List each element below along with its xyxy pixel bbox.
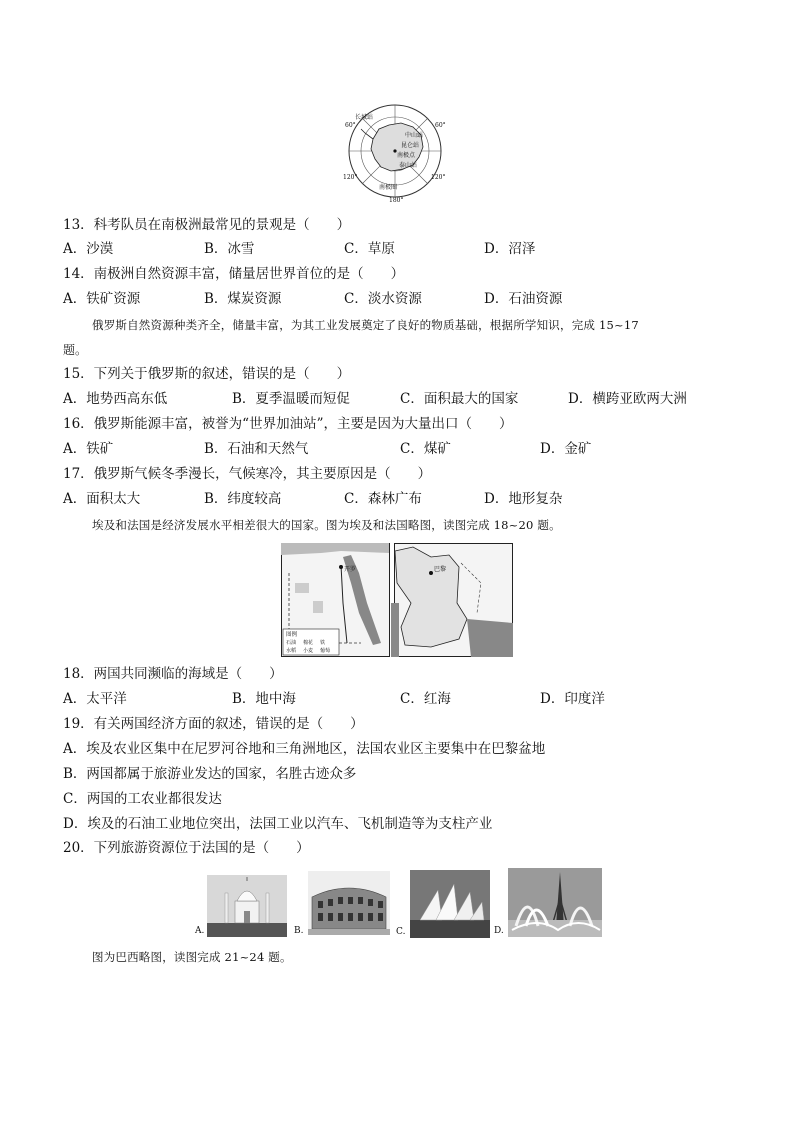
- photo-taj-mahal: [207, 875, 287, 937]
- q14-option-c: C．淡水资源: [344, 291, 422, 307]
- map-label: 南极点: [397, 152, 416, 159]
- legend-item: 石油: [286, 640, 297, 646]
- map-label: 昆仑站: [401, 142, 420, 149]
- q14-option-d: D．石油资源: [484, 291, 563, 307]
- legend-title: 图例: [286, 632, 298, 638]
- q13-option-a: A．沙漠: [63, 241, 114, 257]
- map-label: 巴黎: [434, 566, 447, 573]
- legend-item: 铁: [320, 640, 326, 646]
- q16-option-c: C．煤矿: [400, 441, 451, 457]
- question-19-stem: 19．有关两国经济方面的叙述，错误的是（ ）: [63, 716, 364, 732]
- q13-option-c: C．草原: [344, 241, 395, 257]
- q14-option-a: A．铁矿资源: [63, 291, 141, 307]
- map-label: 南极圈: [379, 184, 398, 191]
- q17-option-a: A．面积太大: [63, 491, 141, 507]
- map-label: 泰山站: [399, 162, 418, 169]
- legend-item: 葡萄: [320, 648, 331, 654]
- legend-item: 水稻: [286, 648, 297, 654]
- q17-option-d: D．地形复杂: [484, 491, 563, 507]
- legend-item: 棉花: [303, 640, 314, 646]
- photo-label-b: B.: [294, 926, 304, 936]
- q19-option-b: B．两国都属于旅游业发达的国家，名胜古迹众多: [63, 766, 357, 782]
- photo-label-d: D.: [494, 926, 504, 936]
- map-label: 长城站: [355, 114, 374, 121]
- russia-intro: 俄罗斯自然资源种类齐全，储量丰富，为其工业发展奠定了良好的物质基础，根据所学知识，完成 15~17: [92, 318, 639, 332]
- question-15-stem: 15．下列关于俄罗斯的叙述，错误的是（ ）: [63, 366, 351, 382]
- q15-option-d: D．横跨亚欧两大洲: [568, 391, 687, 407]
- q16-option-a: A．铁矿: [63, 441, 114, 457]
- photo-sydney-opera-house: [410, 870, 490, 938]
- q16-option-d: D．金矿: [540, 441, 592, 457]
- q14-option-b: B．煤炭资源: [204, 291, 282, 307]
- map-label: 180°: [389, 197, 404, 203]
- photo-eiffel-tower: [508, 868, 602, 937]
- q18-option-d: D．印度洋: [540, 691, 605, 707]
- q18-option-c: C．红海: [400, 691, 451, 707]
- map-label: 开罗: [344, 566, 357, 573]
- q18-option-b: B．地中海: [232, 691, 296, 707]
- question-16-stem: 16．俄罗斯能源丰富，被誉为“世界加油站”，主要是因为大量出口（ ）: [63, 416, 513, 432]
- q17-option-b: B．纬度较高: [204, 491, 282, 507]
- antarctica-map: [343, 99, 448, 203]
- photo-label-c: C.: [396, 927, 406, 937]
- russia-intro-end: 题。: [63, 343, 88, 357]
- egypt-france-intro: 埃及和法国是经济发展水平相差很大的国家。图为埃及和法国略图，读图完成 18~20 题。: [92, 518, 561, 532]
- brazil-intro: 图为巴西略图，读图完成 21~24 题。: [92, 950, 292, 964]
- q16-option-b: B．石油和天然气: [204, 441, 309, 457]
- q15-option-b: B．夏季温暖而短促: [232, 391, 350, 407]
- egypt-france-map: [281, 543, 514, 658]
- question-13-stem: 13．科考队员在南极洲最常见的景观是（ ）: [63, 217, 351, 233]
- q18-option-a: A．太平洋: [63, 691, 127, 707]
- q19-option-d: D．埃及的石油工业地位突出，法国工业以汽车、飞机制造等为支柱产业: [63, 816, 493, 832]
- q19-option-c: C．两国的工农业都很发达: [63, 791, 222, 807]
- q13-option-d: D．沼泽: [484, 241, 536, 257]
- q19-option-a: A．埃及农业区集中在尼罗河谷地和三角洲地区，法国农业区主要集中在巴黎盆地: [63, 741, 546, 757]
- photo-colosseum: [308, 871, 390, 935]
- q15-option-a: A．地势西高东低: [63, 391, 168, 407]
- q15-option-c: C．面积最大的国家: [400, 391, 519, 407]
- map-label: 60°: [435, 122, 446, 129]
- legend-item: 小麦: [303, 648, 314, 654]
- map-label: 120°: [431, 174, 446, 181]
- q13-option-b: B．冰雪: [204, 241, 255, 257]
- photo-label-a: A.: [195, 926, 205, 936]
- q17-option-c: C．森林广布: [344, 491, 422, 507]
- map-label: 60°: [345, 122, 356, 129]
- question-18-stem: 18．两国共同濒临的海域是（ ）: [63, 666, 283, 682]
- map-label: 中山站: [405, 132, 424, 139]
- question-14-stem: 14．南极洲自然资源丰富，储量居世界首位的是（ ）: [63, 266, 405, 282]
- question-17-stem: 17．俄罗斯气候冬季漫长，气候寒冷，其主要原因是（ ）: [63, 466, 432, 482]
- map-label: 120°: [343, 174, 358, 181]
- question-20-stem: 20．下列旅游资源位于法国的是（ ）: [63, 840, 310, 856]
